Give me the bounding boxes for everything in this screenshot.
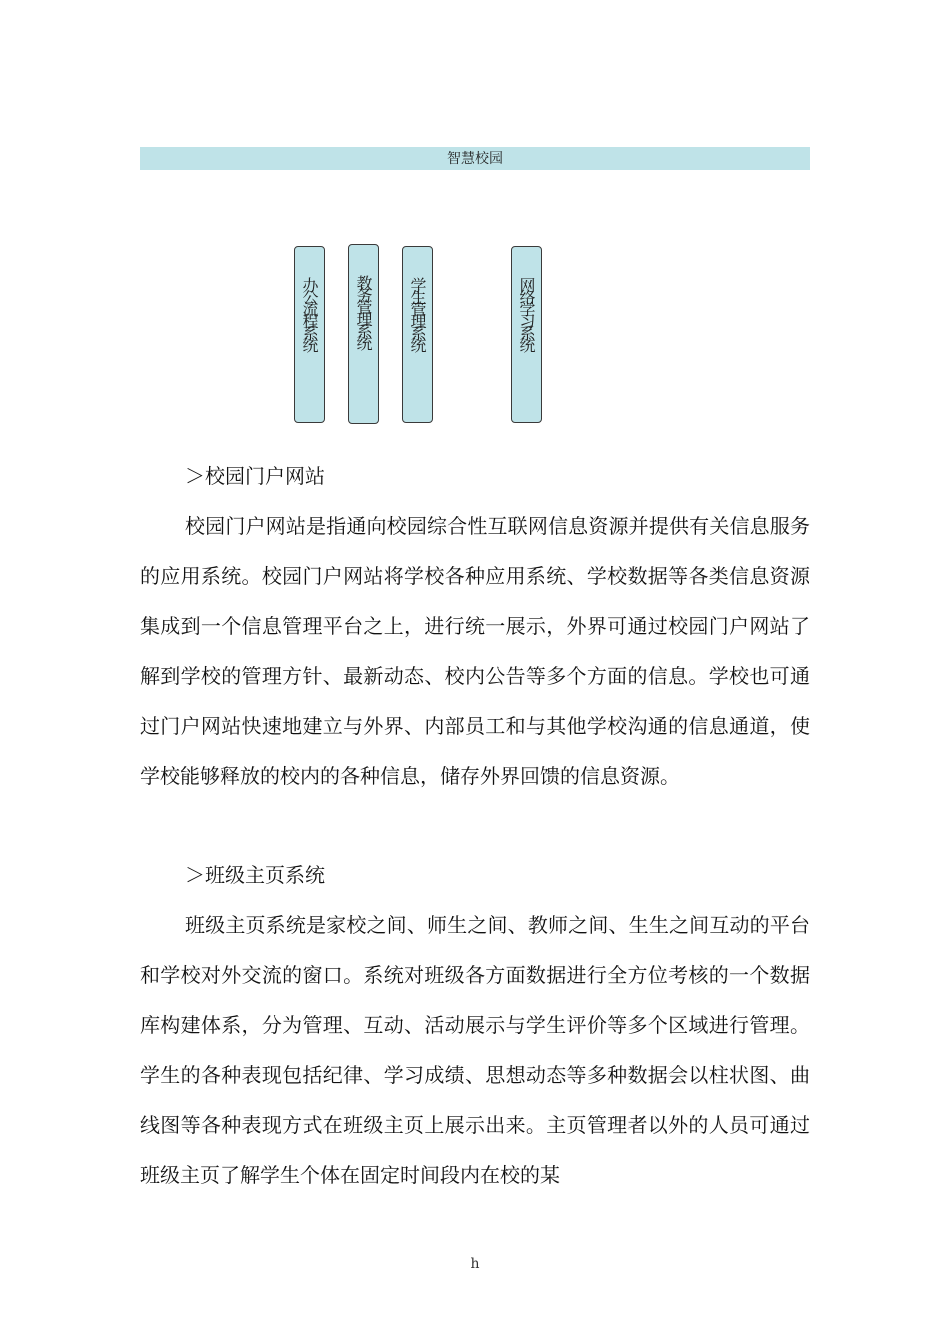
section-body-class-homepage: 班级主页系统是家校之间、师生之间、教师之间、生生之间互动的平台和学校对外交流的窗口。系统对班级各方面数据进行全方位考核的一个数据库构建体系，分为管理、互动、活动展示与学生评价等多个区域进行管理。学生的各种表现包括纪律、学习成绩、思想动态等多种数据会以柱状图、曲线图等各种表现方式在班级主页上展示出来。主页管理者以外的人员可通过班级主页了解学生个体在固定时间段内在校的某 [140, 913, 810, 1187]
diagram-title-banner: 智慧校园 [140, 147, 810, 170]
module-label: 教务管理系统 [354, 275, 373, 347]
section-body-campus-portal: 校园门户网站是指通向校园综合性互联网信息资源并提供有关信息服务的应用系统。校园门户网站将学校各种应用系统、学校数据等各类信息资源集成到一个信息管理平台之上，进行统一展示，外界可通过校园门户网站了解到学校的管理方针、最新动态、校内公告等多个方面的信息。学校也可通过门户网站快速地建立与外界、内部员工和与其他学校沟通的信息通道，使学校能够释放的校内的各种信息，储存外界回馈的信息资源。 [140, 514, 810, 788]
module-label: 网络学习系统 [517, 277, 536, 349]
module-box-online-learning [511, 246, 542, 423]
module-label: 办公流程系统 [300, 277, 319, 349]
page-footer-marker: h [470, 1256, 480, 1272]
module-box-office-workflow [294, 246, 325, 423]
module-box-student-management [402, 246, 433, 423]
module-label: 学生管理系统 [408, 277, 427, 349]
section-heading-campus-portal: ＞校园门户网站 [185, 464, 325, 488]
section-heading-class-homepage: ＞班级主页系统 [185, 863, 325, 887]
module-box-academic-affairs [348, 244, 379, 424]
